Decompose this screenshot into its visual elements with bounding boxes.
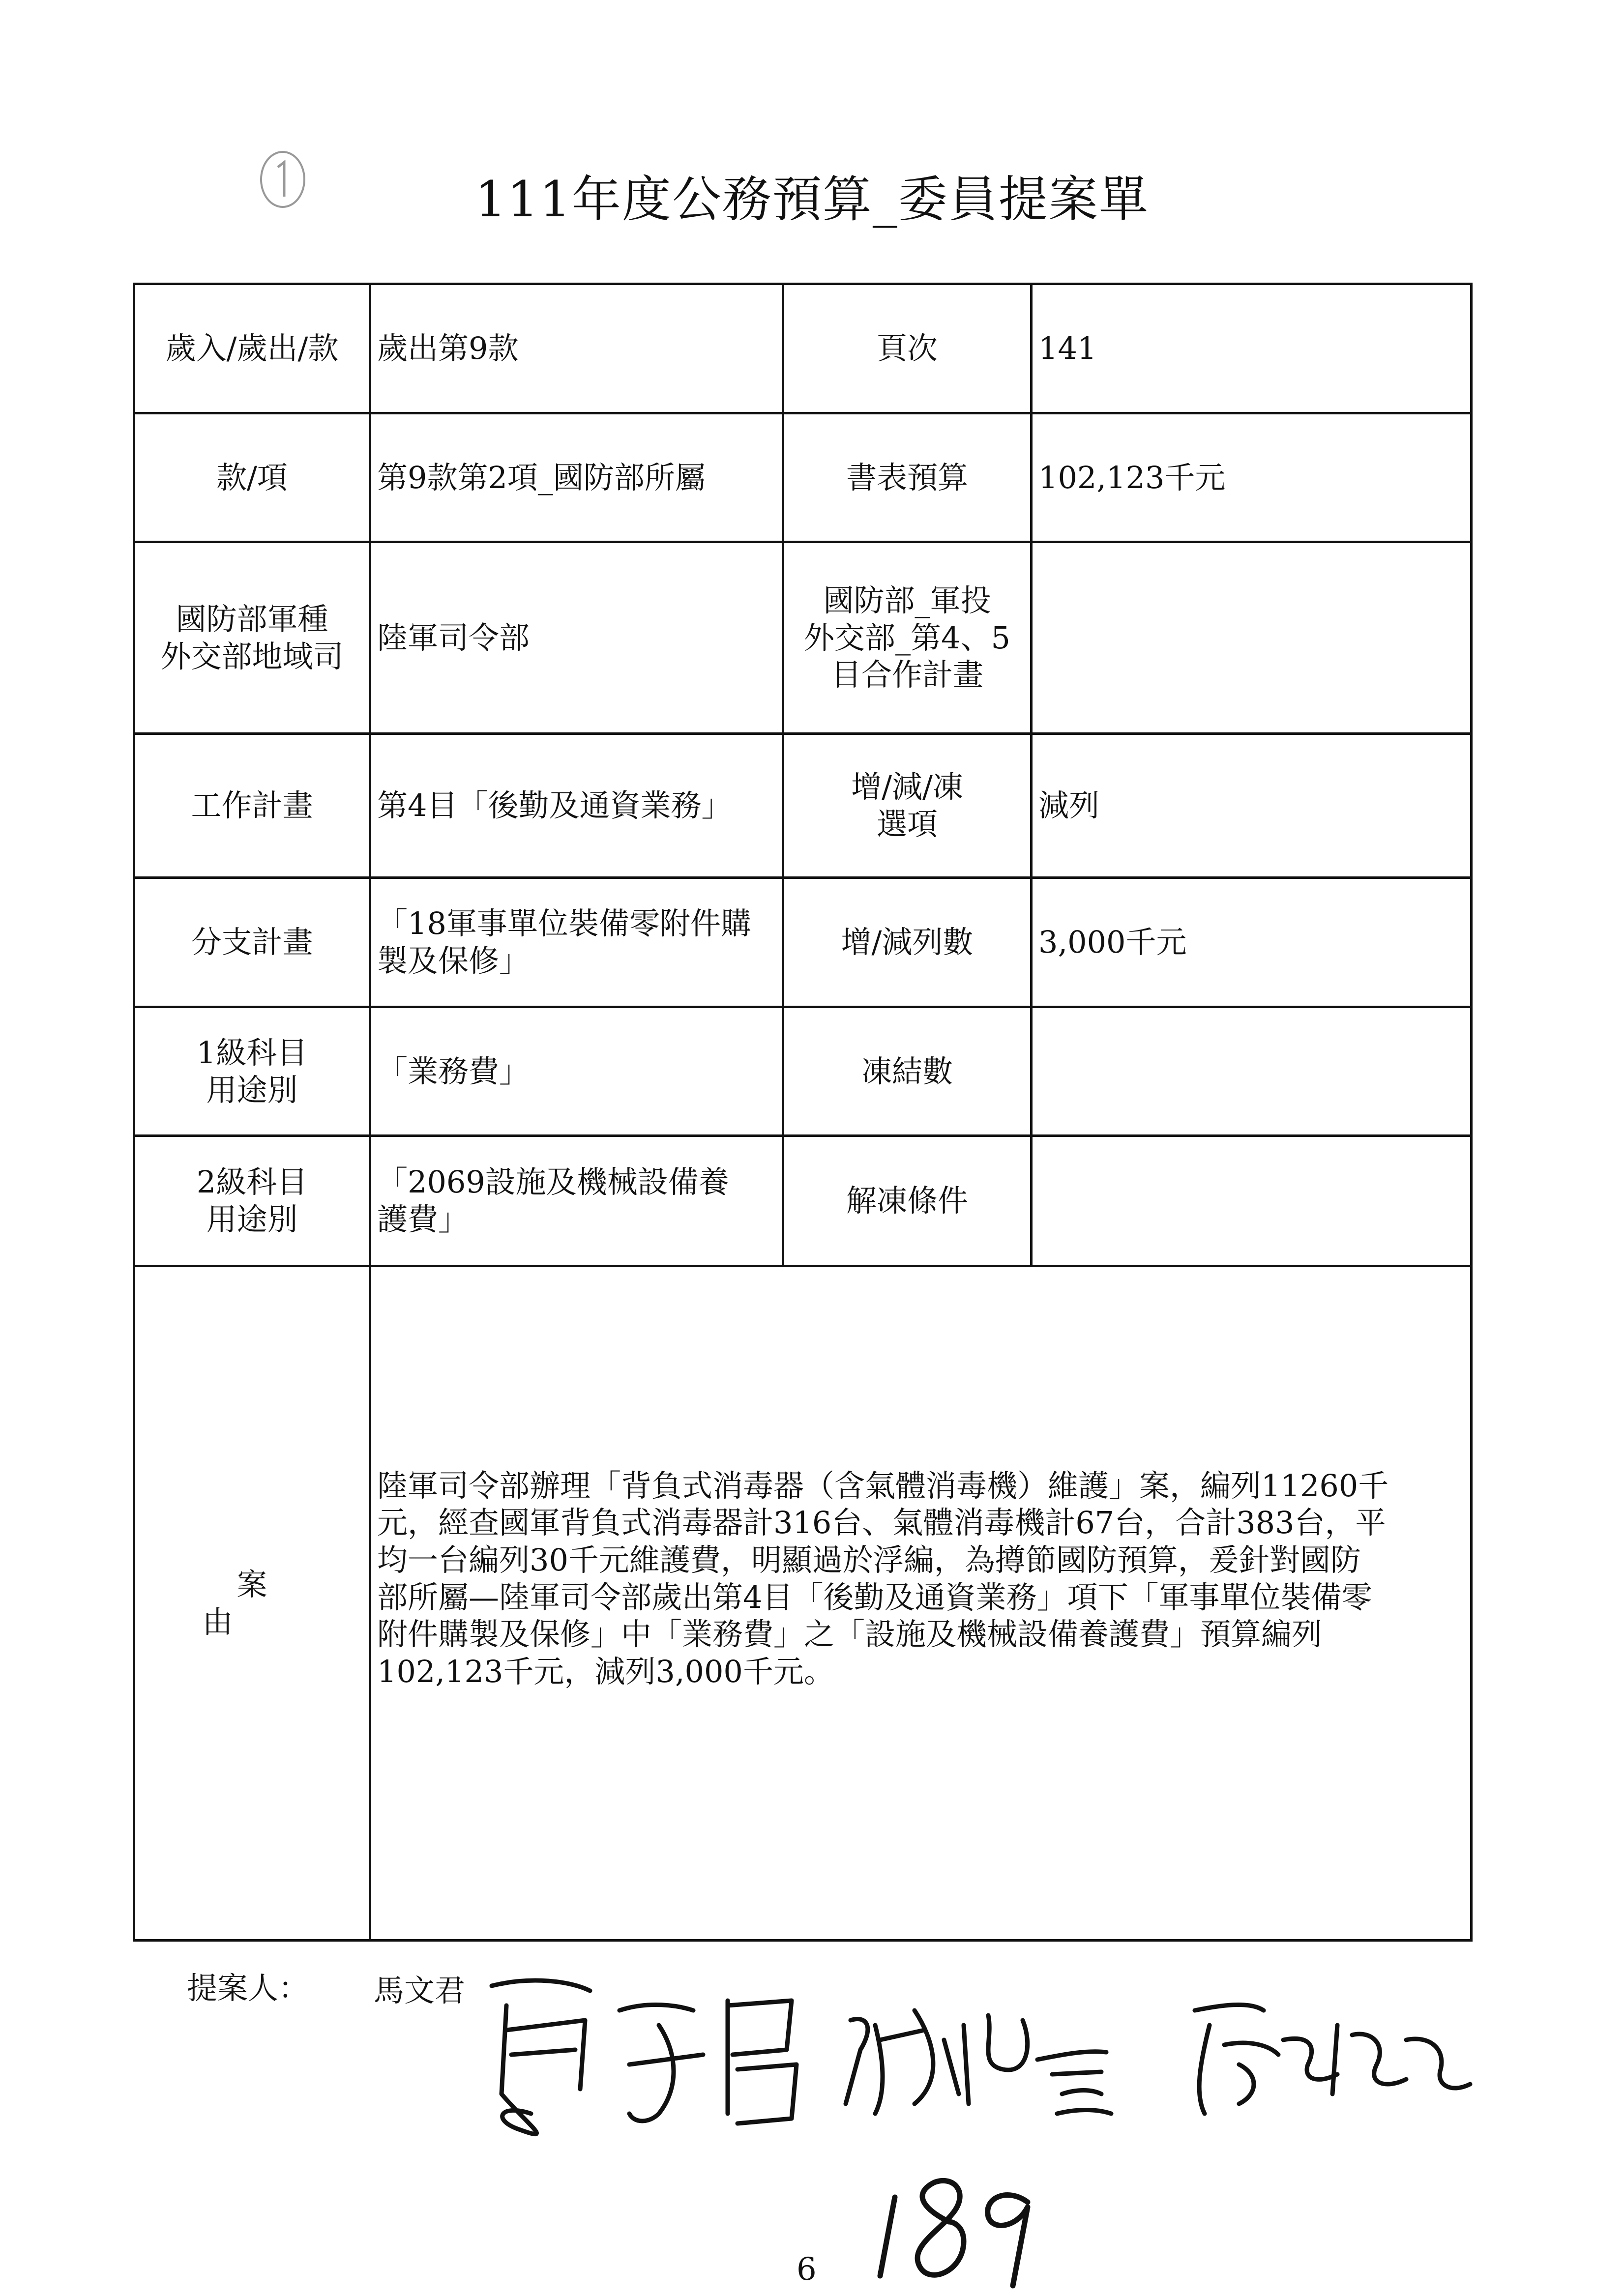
table-row [134,1007,1472,1136]
handwritten-signatures [472,1966,1480,2163]
value-level1-subject: 「業務費」 [370,1007,783,1136]
value-military-branch: 陸軍司令部 [370,542,783,734]
label-adjust-option [783,734,1032,878]
table-row [134,1136,1472,1266]
value-line: 「18軍事單位裝備零附件購 [377,905,751,942]
table-row [134,284,1472,413]
table-row [134,878,1472,1007]
page-number: 6 [797,2251,817,2288]
value-frozen-amount [1032,1007,1472,1136]
label-line: 外交部_第4、5 [804,619,1010,656]
label-budget: 書表預算 [783,413,1032,542]
value-line: 「2069設施及機械設備養 [377,1164,729,1200]
label-line: 國防部軍種 [176,601,328,637]
reason-line: 均一台編列30千元維護費，明顯過於浮編，為撙節國防預算，爰針對國防 [377,1541,1361,1578]
label-line: 1級科目 [196,1034,308,1071]
value-branch-plan [370,878,783,1007]
label-line: 國防部_軍投 [823,582,991,619]
label-adjust-amount: 增/減列數 [783,878,1032,1007]
label-page: 頁次 [783,284,1032,413]
label-work-plan: 工作計畫 [134,734,370,878]
value-level2-subject [370,1136,783,1266]
label-frozen-amount: 凍結數 [783,1007,1032,1136]
reason-line: 102,123千元，減列3,000千元。 [377,1653,834,1689]
table-row [134,413,1472,542]
label-reason [134,1266,370,1941]
label-line: 用途別 [206,1072,298,1108]
page-title: 111年度公務預算_委員提案單 [475,171,1149,228]
label-line: 目合作計畫 [830,657,983,693]
value-work-plan: 第4目「後勤及通資業務」 [370,734,783,878]
value-expenditure-section: 歲出第9款 [370,284,783,413]
proposer-label: 提案人： [187,1970,309,2006]
table-row [134,1266,1472,1941]
reason-line: 附件購製及保修」中「業務費」之「設施及機械設備養護費」預算編列 [377,1616,1323,1653]
label-line: 選項 [876,806,938,842]
reason-label: 案由 [202,1566,336,1640]
proposal-form-table [133,283,1473,1942]
table-row [134,542,1472,734]
label-line: 2級科目 [196,1164,308,1200]
label-line: 用途別 [206,1201,298,1237]
value-line: 護費」 [377,1201,469,1237]
label-line: 增/減/凍 [851,769,963,805]
reason-line: 部所屬—陸軍司令部歲出第4目「後勤及通資業務」項下「軍事單位裝備零 [377,1579,1372,1615]
label-section-item: 款/項 [134,413,370,542]
value-line: 製及保修」 [377,943,530,979]
label-military-branch [134,542,370,734]
label-level2-subject [134,1136,370,1266]
reason-line: 陸軍司令部辦理「背負式消毒器（含氣體消毒機）維護」案，編列11260千 [377,1467,1389,1504]
label-line: 外交部地域司 [160,638,344,674]
handwritten-page-number [865,2163,1062,2291]
label-unfreeze-condition: 解凍條件 [783,1136,1032,1266]
label-cooperation-plan [783,542,1032,734]
value-unfreeze-condition [1032,1136,1472,1266]
label-branch-plan: 分支計畫 [134,878,370,1007]
value-cooperation-plan [1032,542,1472,734]
proposer-name: 馬文君 [374,1973,466,2008]
value-page: 141 [1032,284,1472,413]
label-level1-subject [134,1007,370,1136]
value-section-item: 第9款第2項_國防部所屬 [370,413,783,542]
value-adjust-option: 減列 [1032,734,1472,878]
reason-line: 元，經查國軍背負式消毒器計316台、氣體消毒機計67台，合計383台，平 [377,1505,1386,1541]
table-row [134,734,1472,878]
value-adjust-amount: 3,000千元 [1032,878,1472,1007]
reason-text [370,1266,1472,1941]
label-revenue-expenditure: 歲入/歲出/款 [134,284,370,413]
value-budget: 102,123千元 [1032,413,1472,542]
